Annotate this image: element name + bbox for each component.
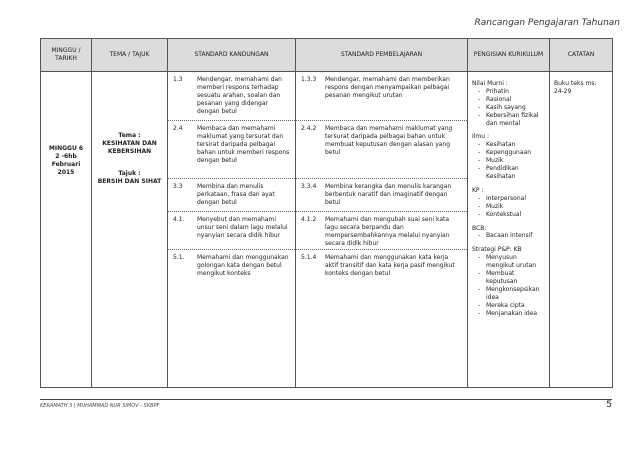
cell-tema: [92, 72, 168, 388]
sk-item-number: 5.1.: [173, 254, 185, 261]
footer-divider: [40, 399, 612, 400]
sk-item: [168, 178, 295, 211]
sk-item-text: Mendengar, memahami dan memberi respons terhadap sesuatu arahan, soalan dan pesanan yang didengar dengan betul: [197, 76, 282, 115]
sk-item-number: 4.1.: [173, 216, 185, 223]
sk-item-text: Membina dan menulis perkataan, frasa dan ayat dengan betul: [197, 183, 275, 206]
dash-bullet: -: [477, 309, 481, 317]
sk-item-number: 3.3: [173, 183, 183, 190]
sk-item-text: Membaca dan memahami maklumat yang tersurat dan tersirat daripada pelbagai bahan untuk memberi respons dengan betul: [197, 125, 290, 164]
kurikulum-item-text: Muzik: [486, 157, 504, 165]
kurikulum-item-text: Kasih sayang: [486, 103, 526, 111]
cell-pengisian-kurikulum: [468, 72, 550, 388]
sk-item: [168, 211, 295, 249]
week-label: MINGGU 6: [48, 145, 84, 152]
header-standard-kandungan: STANDARD KANDUNGAN: [168, 39, 296, 72]
kurikulum-section-heading: Ilmu :: [472, 133, 490, 141]
kurikulum-list-item: [472, 286, 545, 302]
sp-item: [296, 120, 467, 178]
kurikulum-list-item: [472, 203, 545, 211]
kurikulum-list-item: [472, 165, 545, 181]
tema-label: Tema :: [118, 132, 141, 139]
kurikulum-item-text: Menjanakan idea: [486, 309, 538, 317]
sp-item: [296, 178, 467, 211]
kurikulum-section: [472, 246, 545, 317]
sk-item: [168, 120, 295, 178]
kurikulum-section-heading: Nilai Murni :: [472, 80, 508, 87]
kurikulum-list-item: [472, 112, 545, 128]
kurikulum-item-text: Muzik: [486, 202, 504, 210]
kurikulum-item-text: Prihatin: [486, 87, 509, 95]
tema-value: KESIHATAN DAN KEBERSIHAN: [102, 139, 157, 155]
dash-bullet: -: [477, 149, 481, 157]
kurikulum-list-item: [472, 302, 545, 310]
kurikulum-item-text: Kebersihan fizikal dan mental: [486, 111, 539, 127]
month-label: Februari: [51, 160, 81, 168]
sp-item-text: Membaca dan memahami maklumat yang tersurat daripada pelbagai bahan untuk membuat keputusan dengan alasan yang betul: [325, 125, 453, 156]
table-header-row: [41, 39, 613, 72]
kurikulum-item-text: Mereka cipta: [486, 301, 525, 309]
header-pengisian-kurikulum: PENGISIAN KURIKULUM: [468, 39, 550, 72]
kurikulum-item-text: Menyusun mengikut urutan: [486, 254, 537, 270]
dash-bullet: -: [477, 194, 481, 202]
kurikulum-list-item: [472, 96, 545, 104]
sp-item: [296, 249, 467, 297]
dash-bullet: -: [477, 141, 481, 149]
page-number: 5: [606, 400, 612, 410]
cell-standard-pembelajaran: [296, 72, 468, 388]
dash-bullet: -: [477, 111, 481, 119]
sp-item: [296, 72, 467, 120]
sp-item-text: Memahami dan mengubah suai seni kata lagu secara berpandu dan mempersembahkannya melalui nyanyian secara didik hibur: [325, 216, 450, 247]
sp-list: [296, 72, 467, 297]
kurikulum-section: [472, 187, 545, 219]
kurikulum-section: [472, 80, 545, 127]
kurikulum-item-text: Kepenggunaan: [486, 149, 532, 157]
sk-list: [168, 72, 295, 297]
cell-minggu: [41, 72, 92, 388]
sp-item-number: 2.4.2: [301, 125, 317, 132]
header-catatan: CATATAN: [550, 39, 613, 72]
dash-bullet: -: [477, 301, 481, 309]
kurikulum-section-heading: KP :: [472, 186, 484, 194]
dash-bullet: -: [477, 285, 481, 293]
kurikulum-item-text: Rasional: [486, 95, 512, 103]
sp-item: [296, 211, 467, 249]
sk-item-number: 2.4: [173, 125, 183, 132]
sp-item-number: 5.1.4: [301, 254, 317, 261]
cell-standard-kandungan: [168, 72, 296, 388]
kurikulum-list-item: [472, 211, 545, 219]
table-row: [41, 72, 613, 388]
kurikulum-list-item: [472, 310, 545, 318]
dash-bullet: -: [477, 254, 481, 262]
dash-bullet: -: [477, 165, 481, 173]
dash-bullet: -: [477, 232, 481, 240]
kurikulum-list-item: [472, 232, 545, 240]
tajuk-value: BERSIH DAN SIHAT: [97, 177, 162, 185]
year-label: 2015: [57, 168, 75, 176]
sp-item-number: 3.3.4: [301, 183, 317, 190]
kurikulum-list-item: [472, 104, 545, 112]
sp-item-number: 1.3.3: [301, 76, 317, 83]
sk-item-number: 1.3: [173, 76, 183, 83]
sk-item: [168, 249, 295, 297]
kurikulum-item-text: Kesihatan: [486, 141, 516, 149]
kurikulum-list-item: [472, 157, 545, 165]
kurikulum-list-item: [472, 270, 545, 286]
kurikulum-item-text: Membuat keputusan: [486, 270, 518, 285]
kurikulum-list-item: [472, 141, 545, 149]
header-tema: TEMA / TAJUK: [92, 39, 168, 72]
kurikulum-list-item: [472, 254, 545, 270]
kurikulum-item-text: Interpersonal: [486, 194, 526, 202]
header-minggu: MINGGU / TARIKH: [41, 39, 92, 72]
dash-bullet: -: [477, 202, 481, 210]
sp-item-text: Mendengar, memahami dan memberikan respons dengan menyampaikan pelbagai pesanan mengikut urutan: [325, 76, 450, 99]
kurikulum-section: [472, 225, 545, 241]
dash-bullet: -: [477, 210, 481, 218]
kurikulum-section-heading: BCB:: [472, 224, 487, 232]
sp-item-text: Membina kerangka dan menulis karangan berbentuk naratif dan imaginatif dengan betul: [325, 183, 452, 206]
cell-catatan: Buku teks ms: 24-29: [550, 72, 613, 388]
kurikulum-list-item: [472, 88, 545, 96]
kurikulum-item-text: Kontekstual: [486, 210, 522, 218]
kurikulum-section-heading: Strategi P&P: KB: [472, 246, 522, 254]
kurikulum-list-item: [472, 195, 545, 203]
dash-bullet: -: [477, 157, 481, 165]
sk-item-text: Memahami dan menggunakan golongan kata dengan betul mengikut konteks: [197, 254, 289, 277]
footer-author: KERAMATH 3 | MUHAMMAD NUR SIMOV - SKBPF: [40, 403, 160, 409]
dash-bullet: -: [477, 270, 481, 278]
sk-item: [168, 72, 295, 120]
sk-item-text: Menyebut dan memahami unsur seni dalam lagu melalui nyanyian secara didik hibur: [197, 216, 288, 239]
kurikulum-list: [472, 80, 545, 317]
date-range: 2 -6hb: [55, 152, 77, 160]
sp-item-number: 4.1.2: [301, 216, 317, 223]
dash-bullet: -: [477, 87, 481, 95]
dash-bullet: -: [477, 103, 481, 111]
kurikulum-list-item: [472, 149, 545, 157]
document-header-title: Rancangan Pengajaran Tahunan: [474, 18, 620, 28]
sp-item-text: Memahami dan menggunakan kata kerja aktif transitif dan kata kerja pasif mengikut konteks dengan betul: [325, 254, 455, 277]
kurikulum-item-text: Pendidikan Kesihatan: [486, 165, 519, 180]
header-standard-pembelajaran: STANDARD PEMBELAJARAN: [296, 39, 468, 72]
dash-bullet: -: [477, 95, 481, 103]
lesson-plan-table: [40, 38, 613, 388]
kurikulum-item-text: Mengkonsepsikan idea: [486, 285, 540, 301]
tajuk-label: Tajuk :: [118, 169, 141, 177]
kurikulum-section: [472, 133, 545, 180]
kurikulum-item-text: Bacaan intensif: [486, 232, 533, 240]
